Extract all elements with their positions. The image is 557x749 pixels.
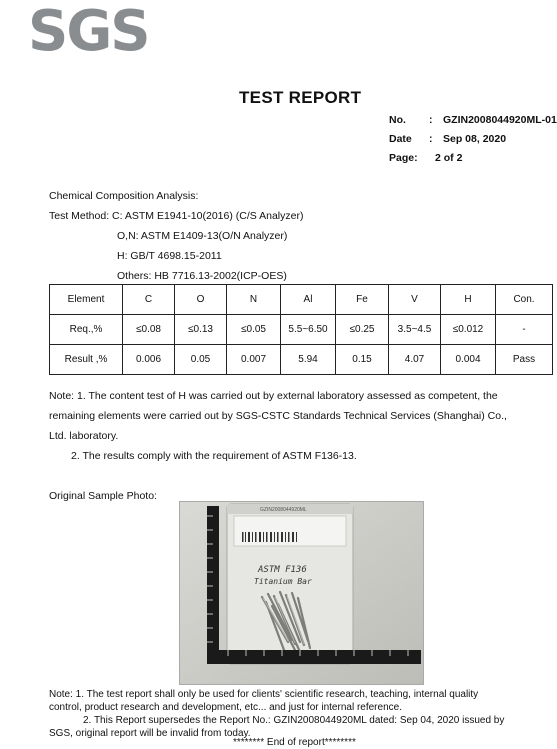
table-header-row: [50, 285, 553, 315]
table-header-cell: C: [123, 285, 175, 315]
meta-value: GZIN2008044920ML-01: [443, 114, 557, 126]
test-method-c: Test Method: C: ASTM E1941-10(2016) (C/S Analyzer): [49, 210, 304, 222]
table-cell: ≤0.08: [123, 315, 175, 345]
bag-handwriting-material: Titanium Bar: [254, 577, 312, 586]
meta-date: [389, 130, 557, 149]
test-method-h: H: GB/T 4698.15-2011: [117, 250, 222, 262]
note-line-4: 2. The results comply with the requirement of ASTM F136-13.: [71, 450, 357, 462]
note-line-1: Note: 1. The content test of H was carried out by external laboratory assessed as competent, the: [49, 390, 498, 402]
table-cell: 0.007: [227, 345, 281, 375]
footer-line-1: Note: 1. The test report shall only be used for clients' scientific research, teaching, internal quality: [49, 689, 479, 700]
bag-label: GZIN2008044920ML: [260, 507, 307, 513]
test-method-on: O,N: ASTM E1409-13(O/N Analyzer): [117, 230, 288, 242]
meta-report-no: [389, 111, 557, 130]
meta-label: Date: [389, 133, 412, 145]
table-cell: 4.07: [389, 345, 441, 375]
meta-separator: :: [429, 114, 433, 126]
table-header-cell: Fe: [336, 285, 389, 315]
footer-line-4: SGS, original report will be invalid from today.: [49, 728, 251, 739]
bag-handwriting-standard: ASTM F136: [258, 565, 307, 575]
section-title: Chemical Composition Analysis:: [49, 190, 199, 202]
table-cell: 5.5~6.50: [281, 315, 336, 345]
meta-value: Sep 08, 2020: [443, 133, 507, 145]
table-header-cell: O: [175, 285, 227, 315]
meta-value: 2 of 2: [435, 152, 463, 164]
report-meta: [389, 111, 557, 168]
table-header-cell: Element: [50, 285, 123, 315]
table-header-cell: Con.: [496, 285, 553, 315]
test-method-others: Others: HB 7716.13-2002(ICP-OES): [117, 270, 287, 282]
table-cell: Req.,%: [50, 315, 123, 345]
end-of-report: ******** End of report********: [233, 737, 356, 748]
meta-separator: :: [429, 133, 433, 145]
table-cell: ≤0.25: [336, 315, 389, 345]
footer-line-2: control, product research and development, etc... and just for internal reference.: [49, 702, 402, 713]
table-cell: ≤0.05: [227, 315, 281, 345]
table-cell: 0.004: [441, 345, 496, 375]
sample-photo: [179, 501, 424, 685]
table-header-cell: H: [441, 285, 496, 315]
note-line-2: remaining elements were carried out by SGS-CSTC Standards Technical Services (Shanghai) Co.,: [49, 410, 507, 422]
table-cell: 0.15: [336, 345, 389, 375]
table-cell: ≤0.012: [441, 315, 496, 345]
table-row-requirement: [50, 315, 553, 345]
table-cell: Pass: [496, 345, 553, 375]
table-cell: 0.006: [123, 345, 175, 375]
meta-page: [389, 149, 557, 168]
footer-line-3: 2. This Report supersedes the Report No.: GZIN2008044920ML dated: Sep 04, 2020 issued by: [83, 715, 505, 726]
table-cell: -: [496, 315, 553, 345]
table-cell: 5.94: [281, 345, 336, 375]
meta-label: Page:: [389, 152, 418, 164]
table-row-result: [50, 345, 553, 375]
table-cell: 3.5~4.5: [389, 315, 441, 345]
table-header-cell: N: [227, 285, 281, 315]
sgs-logo: SGS: [28, 0, 149, 64]
table-cell: 0.05: [175, 345, 227, 375]
photo-title: Original Sample Photo:: [49, 490, 157, 502]
table-header-cell: Al: [281, 285, 336, 315]
table-cell: ≤0.13: [175, 315, 227, 345]
table-header-cell: V: [389, 285, 441, 315]
note-line-3: Ltd. laboratory.: [49, 430, 119, 442]
table-cell: Result ,%: [50, 345, 123, 375]
report-title: TEST REPORT: [239, 88, 362, 107]
composition-table: [49, 284, 553, 375]
meta-label: No.: [389, 114, 406, 126]
